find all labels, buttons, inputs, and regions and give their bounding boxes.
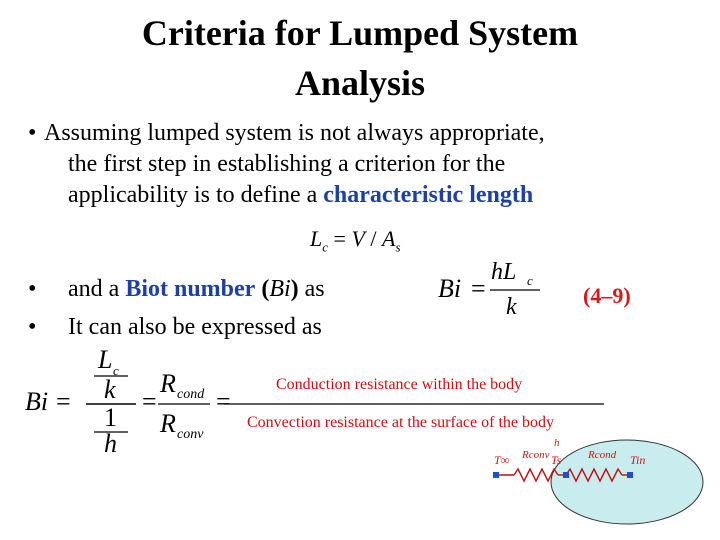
bullet-1-line-2: the first step in establishing a criterion for the [68, 151, 506, 177]
caption-convection-resistance: Convection resistance at the surface of the body [247, 414, 554, 431]
eq-full-R-bottom: R [160, 409, 176, 438]
label-t-inf: T∞ [494, 453, 510, 467]
bullet-biot-number [28, 274, 428, 305]
eq-full-h: h [104, 429, 117, 458]
bullet-alternative-expression [28, 312, 428, 343]
title-line-2: Analysis [294, 63, 426, 103]
label-t-s: Ts [551, 453, 562, 467]
eq-bi-lhs: Bi [438, 274, 462, 303]
eq-lc-volume: V [351, 226, 365, 251]
eq-full-one: 1 [104, 403, 117, 432]
label-r-conv: Rconv [522, 449, 550, 461]
bullet-dot: • [28, 276, 37, 302]
eq-full-equals-3: = [216, 387, 231, 416]
node-t-inf [493, 472, 499, 478]
eq-bi-denominator: k [506, 294, 517, 320]
title-line-1: Criteria for Lumped System [141, 13, 579, 53]
eq-lc-sub: c [322, 239, 329, 255]
caption-conduction-resistance: Conduction resistance within the body [276, 376, 523, 393]
caption-fraction-bar [224, 402, 604, 406]
characteristic-length-term: characteristic length [323, 182, 534, 208]
eq-full-L: L [98, 348, 113, 374]
bullet-2-suffix: as [298, 276, 325, 302]
eq-full-cond-sub: cond [177, 387, 205, 402]
label-r-cond: Rcond [588, 449, 617, 461]
eq-lc-area: A [382, 226, 396, 251]
label-h: h [554, 437, 560, 449]
node-t-in [627, 472, 633, 478]
label-t-in: Tin [630, 453, 646, 467]
thermal-resistance-diagram [484, 432, 714, 532]
biot-symbol: Bi [269, 276, 291, 302]
eq-full-L-sub: c [113, 363, 119, 378]
body-shape [551, 440, 703, 524]
bullet-1-line-3 [68, 180, 708, 211]
bullet-2-text [68, 274, 428, 305]
eq-full-bi: Bi [25, 387, 49, 416]
paren-close: ) [290, 276, 299, 302]
eq-full-R-top: R [160, 369, 176, 398]
bullet-1-line-1: Assuming lumped system is not always appropriate, [44, 120, 545, 146]
bullet-1-line-3-prefix: applicability is to define a [68, 182, 324, 208]
bullet-dot: • [28, 314, 37, 340]
eq-bi-numerator: hL [491, 259, 517, 285]
bullet-2-prefix: and a [68, 276, 126, 302]
eq-lc-symbol: L [310, 226, 323, 251]
bullet-3-text: It can also be expressed as [68, 314, 322, 340]
slide-title [0, 8, 720, 108]
eq-bi-equals: = [471, 274, 486, 303]
eq-bi-numerator-sub: c [527, 273, 533, 288]
equation-biot-number [434, 256, 574, 320]
equation-number: (4–9) [583, 283, 631, 308]
eq-full-equals-2: = [142, 387, 157, 416]
paren-open: ( [261, 276, 270, 302]
bullet-characteristic-length [28, 118, 708, 211]
equation-characteristic-length: $L_c = V / A_s$ [310, 226, 401, 255]
bullet-dot: • [28, 120, 37, 146]
eq-full-equals-1: = [56, 387, 71, 416]
node-t-s [563, 472, 569, 478]
eq-full-k: k [104, 375, 116, 404]
eq-full-conv-sub: conv [177, 427, 204, 442]
biot-number-term: Biot number [125, 276, 256, 302]
eq-lc-area-sub: s [395, 239, 401, 255]
